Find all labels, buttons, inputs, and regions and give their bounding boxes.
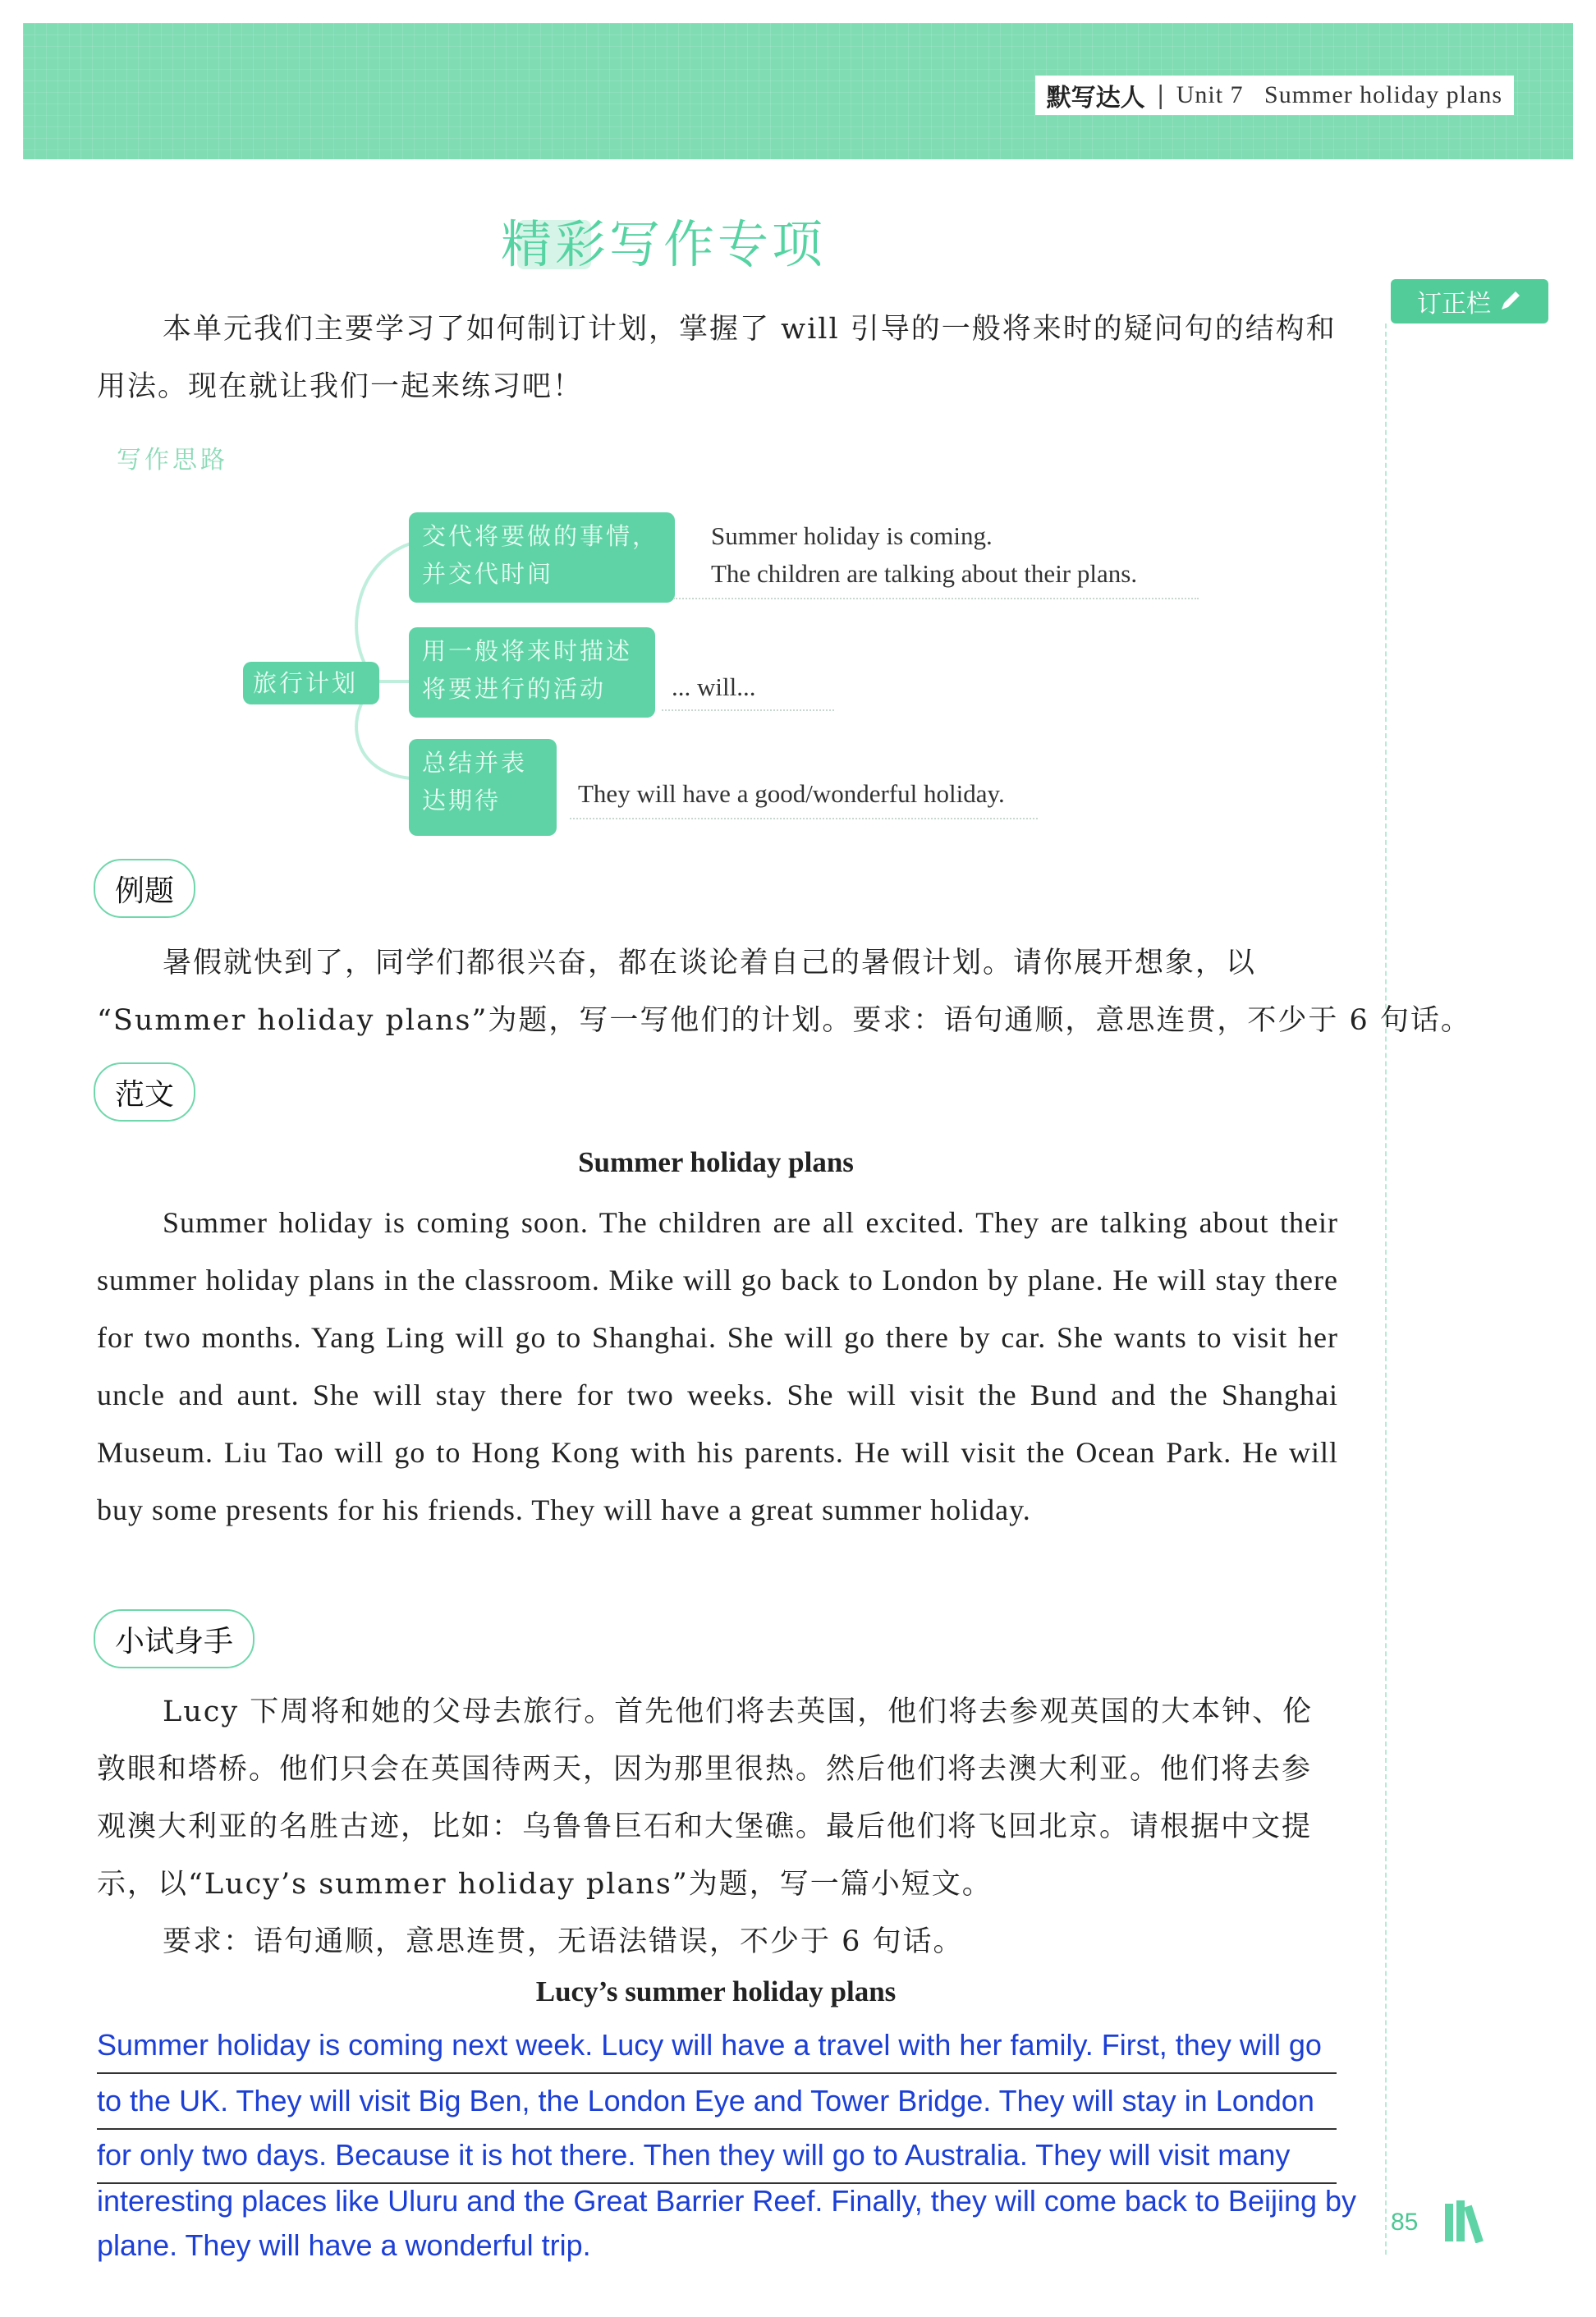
mind-map-connectors <box>0 0 1596 862</box>
answer-line-2 <box>97 2128 1337 2130</box>
branch-1-line-2: The children are talking about their plans. <box>711 559 1138 588</box>
answer-line-1 <box>97 2072 1337 2074</box>
books-icon <box>1442 2199 1493 2243</box>
model-essay-title: Summer holiday plans <box>578 1146 854 1178</box>
mind-root: 旅行计划 <box>243 662 379 704</box>
answer-text-line-1: Summer holiday is coming next week. Lucy will have a travel with her family. First, they will go <box>97 2028 1322 2062</box>
practice-title: Lucy’s summer holiday plans <box>535 1975 897 2007</box>
practice-prompt: Lucy 下周将和她的父母去旅行。首先他们将去英国，他们将去参观英国的大本钟、伦敦眼和塔桥。他们只会在英国待两天，因为那里很热。然后他们将去澳大利亚。他们将去参观澳大利亚的名胜古迹，比如：乌鲁鲁巨石和大堡礁。最后他们将飞回北京。请根据中文提示，以“Lucy’s summer holiday plans”为题，写一篇小短文。 <box>97 1695 1314 1901</box>
branch-3-text: They will have a good/wonderful holiday. <box>578 779 1005 808</box>
mind-branch-3: 总结并表达期待 <box>409 739 557 836</box>
writing-ideas-label: 写作思路 <box>117 446 228 475</box>
example-pill: 例题 <box>94 859 195 918</box>
answer-text-line-4: interesting places like Uluru and the Great Barrier Reef. Finally, they will come back to Beijing by <box>97 2184 1357 2218</box>
mind-branch-2: 用一般将来时描述将要进行的活动 <box>409 627 655 718</box>
answer-text-line-2: to the UK. They will visit Big Ben, the London Eye and Tower Bridge. They will stay in London <box>97 2084 1314 2117</box>
branch-3-underline <box>570 818 1038 819</box>
header-unit: Unit 7 Summer holiday plans <box>1176 81 1502 108</box>
intro-paragraph: 本单元我们主要学习了如何制订计划，掌握了 will 引导的一般将来时的疑问句的结构和用法。现在就让我们一起来练习吧！ <box>97 313 1337 403</box>
page-number: 85 <box>1391 2209 1419 2236</box>
answer-text-line-3: for only two days. Because it is hot there. Then they will go to Australia. They will visit many <box>97 2138 1291 2172</box>
practice-requirement: 要求：语句通顺，意思连贯，无语法错误，不少于 6 句话。 <box>163 1925 964 1958</box>
section-title: 精彩写作专项 <box>501 214 827 274</box>
branch-1-line-1: Summer holiday is coming. <box>711 521 993 550</box>
branch-1-underline <box>673 598 1199 599</box>
example-prompt-line-1: 暑假就快到了，同学们都很兴奋，都在谈论着自己的暑假计划。请你展开想象，以 <box>163 947 1257 980</box>
correction-column-label: 订正栏 <box>1417 290 1491 319</box>
model-essay-pill: 范文 <box>94 1062 195 1122</box>
branch-2-underline <box>662 709 834 711</box>
practice-pill: 小试身手 <box>94 1609 255 1668</box>
model-essay-body: Summer holiday is coming soon. The children are all excited. They are talking about their summer holiday plans in the classroom. Mike will go back to London by plane. He will stay there for two months. Yang Ling will go to Shanghai. She will go there by car. She wants to visit her uncle and aunt. She will stay there for two weeks. She will visit the Bund and the Shanghai Museum. Liu Tao will go to Hong Kong with his parents. He will visit the Ocean Park. He will buy some presents for his friends. They will have a great summer holiday. <box>97 1206 1338 1526</box>
mind-branch-1: 交代将要做的事情，并交代时间 <box>409 512 675 603</box>
header-separator: | <box>1156 80 1165 110</box>
header-brand: 默写达人 <box>1046 84 1145 112</box>
answer-text-line-5: plane. They will have a wonderful trip. <box>97 2228 591 2262</box>
branch-2-text: ... will... <box>672 672 756 701</box>
example-prompt-line-2: “Summer holiday plans”为题，写一写他们的计划。要求：语句通顺，意思连贯，不少于 6 句话。 <box>97 1004 1471 1037</box>
